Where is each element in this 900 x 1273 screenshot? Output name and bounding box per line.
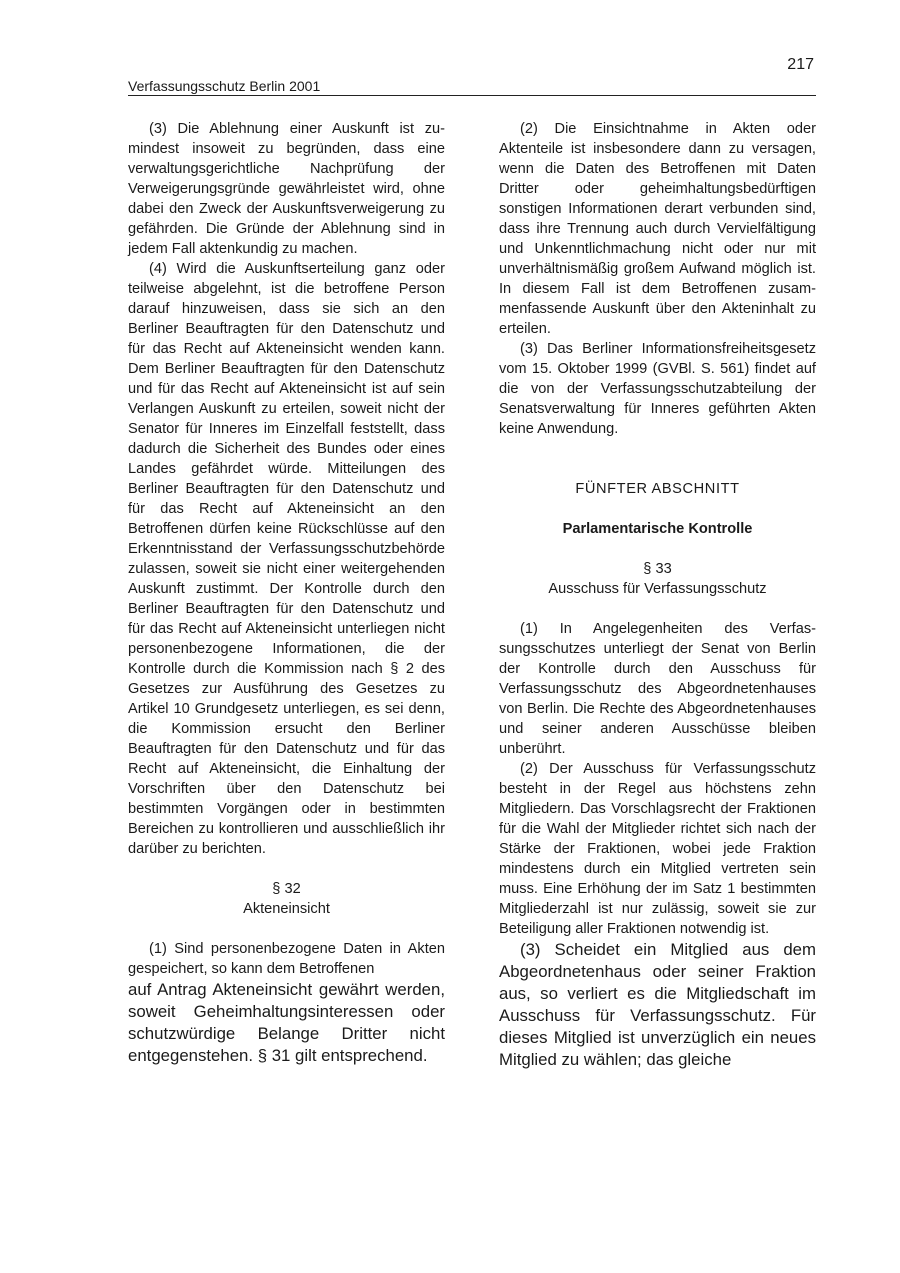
section-32-number: § 32 xyxy=(272,881,301,897)
section-32-paragraph-3: (3) Das Berliner Informationsfreiheitsgesetz vom 15. Oktober 1999 (GVBl. S. 561) findet auf die von der Verfassungsschutzabteilung der Senatsverwaltung für Inneres geführten Akten keine Anwendung. xyxy=(499,341,816,437)
header-rule xyxy=(128,95,816,96)
paragraph-3-auskunft: (3) Die Ablehnung einer Auskunft ist zumindest insoweit zu begründen, dass eine verwaltungsgerichtliche Nachprüfung der Verweigerungsgründe gewährleistet wird, ohne dabei den Zweck der Auskunftsverweigerung zu gefährden. Die Gründe der Ablehnung sind in jedem Fall aktenkundig zu machen. xyxy=(128,121,445,257)
page-number: 217 xyxy=(787,56,814,73)
section-32-title: Akteneinsicht xyxy=(243,901,330,917)
right-column xyxy=(499,119,816,1071)
chapter-title: Parlamentarische Kontrolle xyxy=(562,521,753,537)
running-head: Verfassungsschutz Berlin 2001 xyxy=(128,78,321,94)
section-32-paragraph-2: (2) Die Einsichtnahme in Akten oder Aktenteile ist insbesondere dann zu versagen, wenn die Daten des Betroffenen mit Daten Dritter oder geheimhaltungsbedürftigen sonstigen Informationen derart verbunden sind, dass ihre Trennung auch durch Vervielfältigung und Unkenntlichmachung nicht oder nur mit unverhältnismäßig großem Aufwand möglich ist. In diesem Fall ist dem Betroffenen zusammenfassende Auskunft über den Akteninhalt zu erteilen. xyxy=(499,121,816,337)
left-column xyxy=(128,119,445,1067)
section-32-paragraph-1-part-a: (1) Sind personenbezogene Daten in Akten gespeichert, so kann dem Betroffenen xyxy=(128,941,445,977)
paragraph-4-auskunft: (4) Wird die Auskunftserteilung ganz oder teilweise abgelehnt, ist die betroffene Person darauf hinzuweisen, dass sie sich an den Berliner Beauftragten für den Datenschutz und für das Recht auf Akteneinsicht wenden kann. Dem Berliner Beauftragten für den Datenschutz und für das Recht auf Akteneinsicht ist auf sein Verlangen Auskunft zu erteilen, soweit nicht der Senator für Inneres im Einzelfall feststellt, dass dadurch die Sicherheit des Bundes oder eines Landes gefährdet würde. Mitteilungen des Berliner Beauftragten für den Datenschutz und für das Recht auf Akteneinsicht an den Betroffenen dürfen keine Rückschlüsse auf den Erkenntnisstand der Verfassungsschutzbehörde zulassen, soweit sie nicht einer weitergehenden Auskunft zustimmt. Der Kontrolle durch den Berliner Beauftragten für den Datenschutz und für das Recht auf Akteneinsicht unterliegen nicht personenbezogene Informationen, die der Kontrolle durch die Kommission nach § 2 des Gesetzes zur Ausführung des Gesetzes zu Artikel 10 Grundgesetz unterliegen, es sei denn, die Kommission ersucht den Berliner Beauftragten für den Datenschutz und für das Recht auf Akteneinsicht, die Einhaltung der Vorschriften über den Datenschutz bei bestimmten Vorgängen oder in bestimmten Bereichen zu kontrollieren und ausschließlich ihr darüber zu berichten. xyxy=(128,261,445,857)
section-33-title: Ausschuss für Verfassungsschutz xyxy=(548,581,767,597)
chapter-heading: FÜNFTER ABSCHNITT xyxy=(575,481,740,497)
section-33-number: § 33 xyxy=(643,561,672,577)
section-33-paragraph-1: (1) In Angelegenheiten des Verfassungsschutzes unterliegt der Senat von Berlin der Kontrolle durch den Ausschuss für Verfassungsschutz des Abgeordnetenhauses von Berlin. Die Rechte des Abgeordnetenhauses und seiner anderen Ausschüsse bleiben unberührt. xyxy=(499,621,816,757)
section-33-paragraph-2: (2) Der Ausschuss für Verfassungsschutz besteht in der Regel aus höchstens zehn Mitgliedern. Das Vorschlagsrecht der Fraktionen für die Wahl der Mitglieder richtet sich nach der Stärke der Fraktionen, wobei jede Fraktion mindestens durch ein Mitglied vertreten sein muss. Eine Erhöhung der im Satz 1 bestimmten Mitgliederzahl ist nur zulässig, soweit sie zur Beteiligung aller Fraktionen notwendig ist. xyxy=(499,761,816,937)
section-33-paragraph-3: (3) Scheidet ein Mitglied aus dem Abgeordnetenhaus oder seiner Fraktion aus, so verliert es die Mitgliedschaft im Ausschuss für Verfassungsschutz. Für dieses Mitglied ist unverzüglich ein neues Mitglied zu wählen; das gleiche xyxy=(499,940,816,1069)
section-32-paragraph-1-part-b: auf Antrag Akteneinsicht gewährt werden, soweit Geheimhaltungsinteressen oder schutzwürdige Belange Dritter nicht entgegenstehen. § 31 gilt entsprechend. xyxy=(128,980,445,1065)
